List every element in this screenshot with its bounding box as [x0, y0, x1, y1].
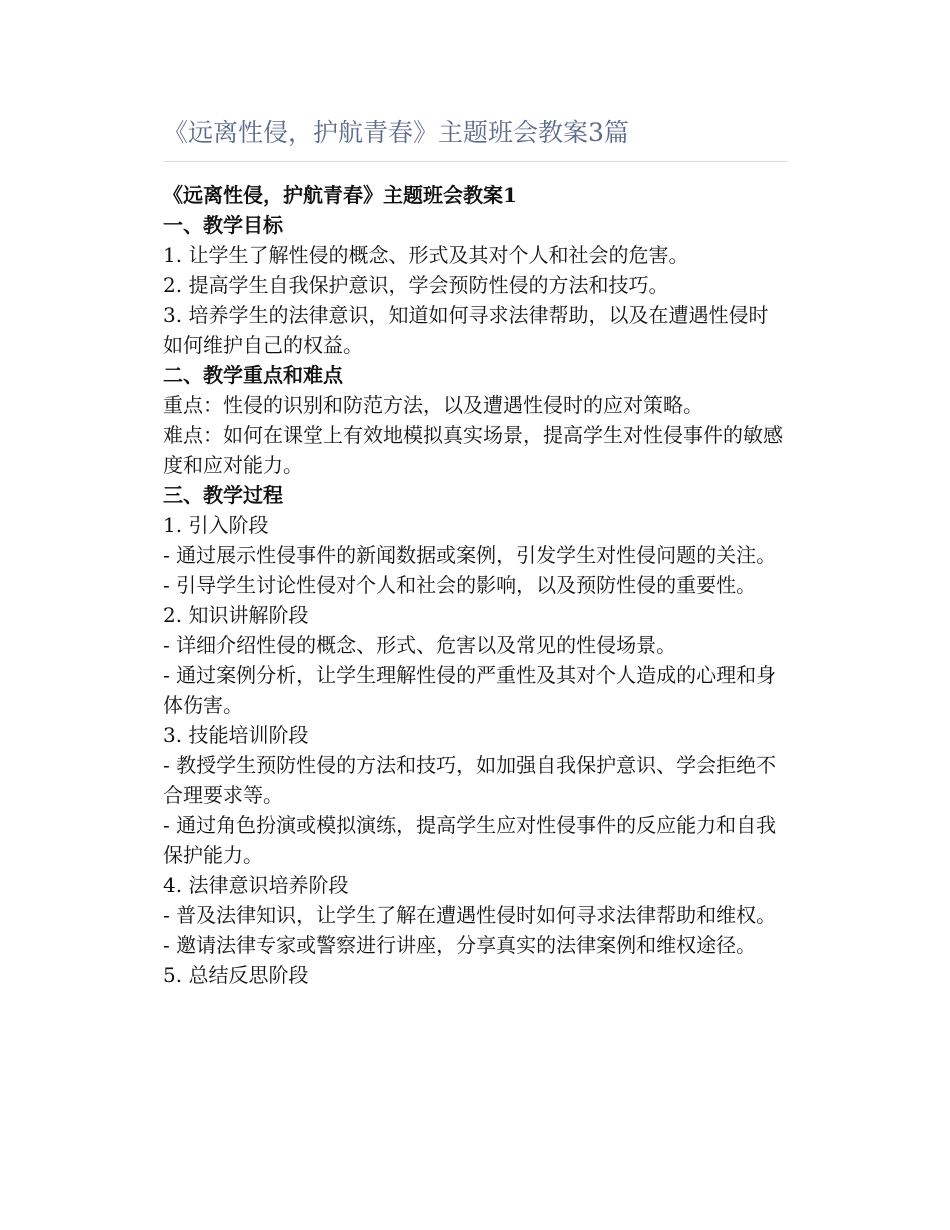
- paragraph: 难点：如何在课堂上有效地模拟真实场景，提高学生对性侵事件的敏感度和应对能力。: [163, 423, 783, 477]
- paragraph: 3. 技能培训阶段: [163, 723, 309, 747]
- document-page: [163, 113, 788, 990]
- paragraph: - 引导学生讨论性侵对个人和社会的影响，以及预防性侵的重要性。: [163, 573, 757, 597]
- paragraph: - 教授学生预防性侵的方法和技巧，如加强自我保护意识、学会拒绝不合理要求等。: [163, 753, 777, 807]
- paragraph: - 通过角色扮演或模拟演练，提高学生应对性侵事件的反应能力和自我保护能力。: [163, 813, 777, 867]
- section-heading: 《远离性侵，护航青春》主题班会教案1: [163, 183, 517, 207]
- paragraph: - 详细介绍性侵的概念、形式、危害以及常见的性侵场景。: [163, 633, 677, 657]
- section-heading: 二、教学重点和难点: [163, 363, 343, 387]
- paragraph: 重点：性侵的识别和防范方法，以及遭遇性侵时的应对策略。: [163, 393, 703, 417]
- paragraph: 4. 法律意识培养阶段: [163, 873, 349, 897]
- section-heading: 一、教学目标: [163, 213, 283, 237]
- paragraph: - 通过案例分析，让学生理解性侵的严重性及其对个人造成的心理和身体伤害。: [163, 663, 777, 717]
- paragraph: - 邀请法律专家或警察进行讲座，分享真实的法律案例和维权途径。: [163, 933, 757, 957]
- paragraph: 1. 引入阶段: [163, 513, 269, 537]
- paragraph: 2. 知识讲解阶段: [163, 603, 309, 627]
- document-title: 《远离性侵，护航青春》主题班会教案3篇: [163, 118, 629, 147]
- document-body: [163, 180, 788, 990]
- paragraph: 2. 提高学生自我保护意识，学会预防性侵的方法和技巧。: [163, 273, 669, 297]
- paragraph: 5. 总结反思阶段: [163, 963, 309, 987]
- paragraph: 1. 让学生了解性侵的概念、形式及其对个人和社会的危害。: [163, 243, 689, 267]
- paragraph: - 通过展示性侵事件的新闻数据或案例，引发学生对性侵问题的关注。: [163, 543, 777, 567]
- paragraph: - 普及法律知识，让学生了解在遭遇性侵时如何寻求法律帮助和维权。: [163, 903, 777, 927]
- paragraph: 3. 培养学生的法律意识，知道如何寻求法律帮助，以及在遭遇性侵时如何维护自己的权益。: [163, 303, 769, 357]
- section-heading: 三、教学过程: [163, 483, 283, 507]
- title-divider: [163, 161, 788, 162]
